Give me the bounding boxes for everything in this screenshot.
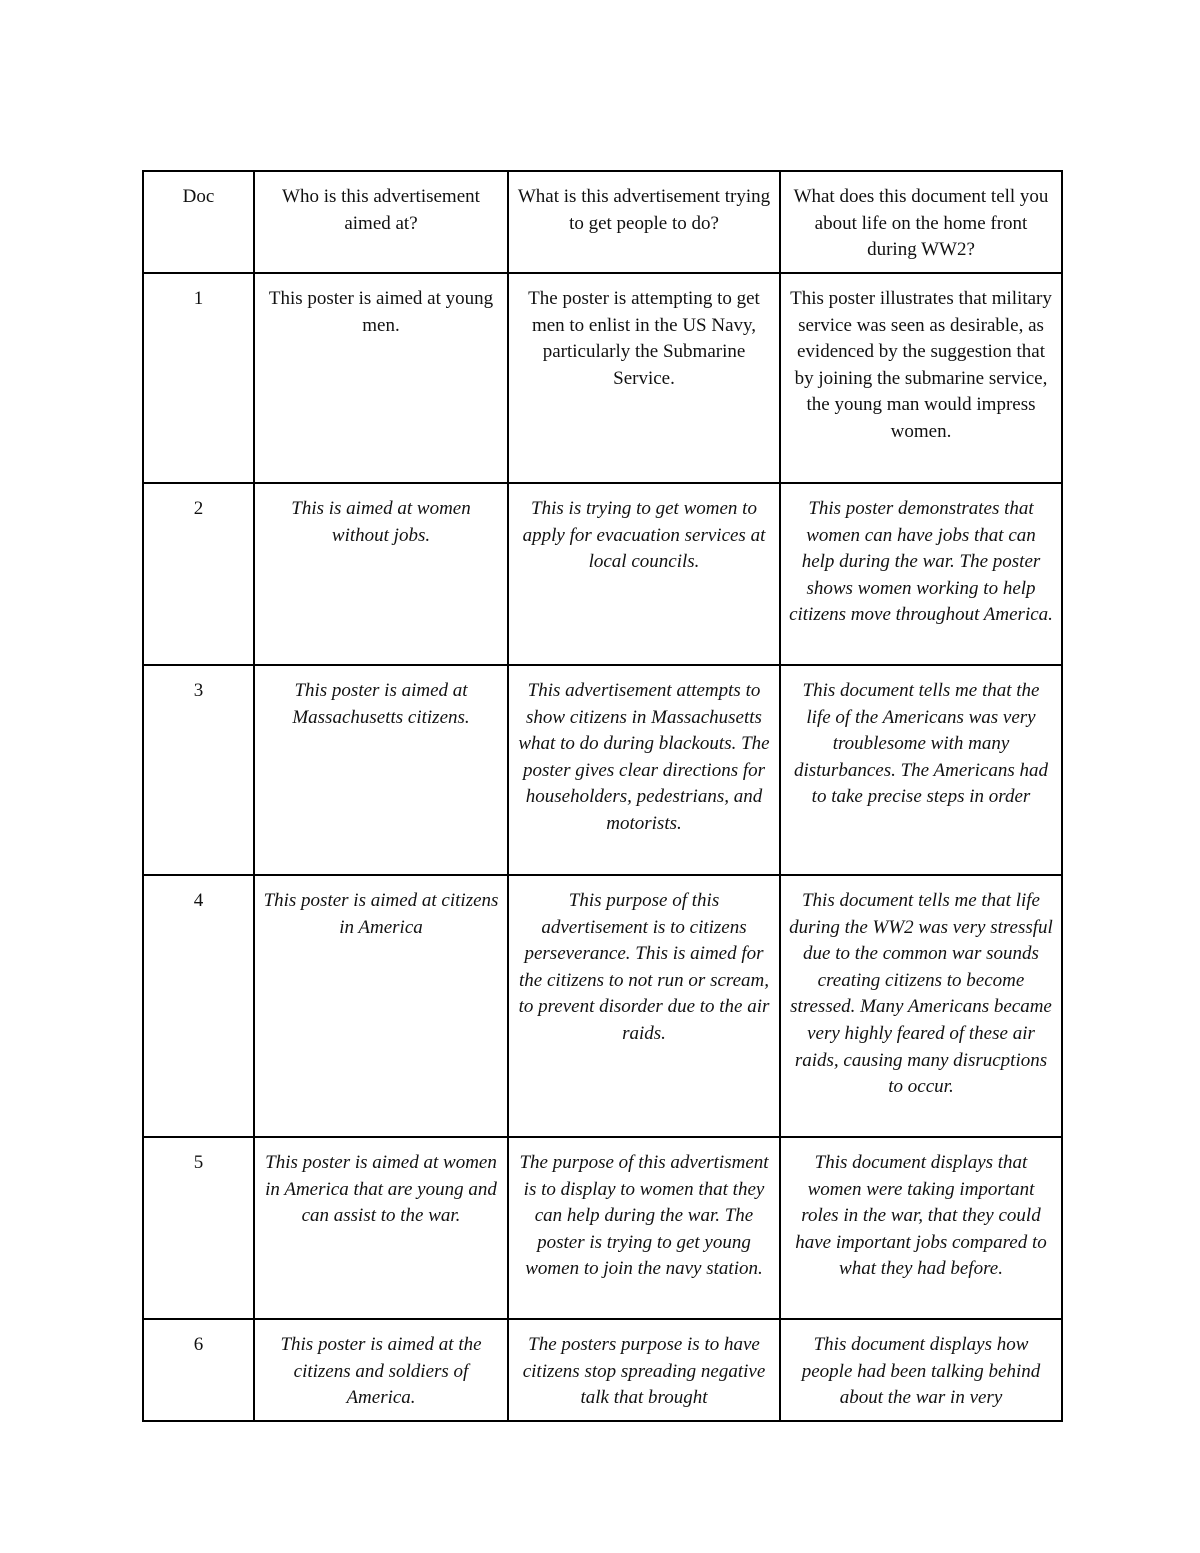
cell-doc-number: 6 — [143, 1319, 254, 1421]
table-row — [143, 665, 1062, 875]
table-row — [143, 1137, 1062, 1319]
cell-audience: This poster is aimed at young men. — [254, 273, 508, 483]
cell-goal: This is trying to get women to apply for evacuation services at local councils. — [508, 483, 780, 665]
cell-insight: This document displays how people had been talking behind about the war in very — [780, 1319, 1062, 1421]
cell-audience: This is aimed at women without jobs. — [254, 483, 508, 665]
header-doc: Doc — [143, 171, 254, 273]
cell-insight: This poster demonstrates that women can have jobs that can help during the war. The poster shows women working to help citizens move throughout America. — [780, 483, 1062, 665]
cell-audience: This poster is aimed at the citizens and soldiers of America. — [254, 1319, 508, 1421]
cell-goal: This advertisement attempts to show citizens in Massachusetts what to do during blackouts. The poster gives clear directions for householders, pedestrians, and motorists. — [508, 665, 780, 875]
table-row — [143, 1319, 1062, 1421]
header-goal: What is this advertisement trying to get people to do? — [508, 171, 780, 273]
worksheet-table — [142, 170, 1063, 1422]
cell-audience: This poster is aimed at women in America that are young and can assist to the war. — [254, 1137, 508, 1319]
cell-audience: This poster is aimed at citizens in America — [254, 875, 508, 1137]
cell-goal: The posters purpose is to have citizens stop spreading negative talk that brought — [508, 1319, 780, 1421]
cell-goal: The poster is attempting to get men to enlist in the US Navy, particularly the Submarine Service. — [508, 273, 780, 483]
table-row — [143, 875, 1062, 1137]
cell-doc-number: 1 — [143, 273, 254, 483]
cell-insight: This document displays that women were taking important roles in the war, that they could have important jobs compared to what they had before. — [780, 1137, 1062, 1319]
table-row — [143, 483, 1062, 665]
cell-audience: This poster is aimed at Massachusetts citizens. — [254, 665, 508, 875]
header-audience: Who is this advertisement aimed at? — [254, 171, 508, 273]
cell-doc-number: 3 — [143, 665, 254, 875]
table-header-row — [143, 171, 1062, 273]
cell-goal: This purpose of this advertisement is to citizens perseverance. This is aimed for the citizens to not run or scream, to prevent disorder due to the air raids. — [508, 875, 780, 1137]
cell-insight: This document tells me that life during the WW2 was very stressful due to the common war sounds creating citizens to become stressed. Many Americans became very highly feared of these air raids, causing many disrucptions to occur. — [780, 875, 1062, 1137]
cell-doc-number: 4 — [143, 875, 254, 1137]
cell-insight: This poster illustrates that military service was seen as desirable, as evidenced by the suggestion that by joining the submarine service, the young man would impress women. — [780, 273, 1062, 483]
header-insight: What does this document tell you about life on the home front during WW2? — [780, 171, 1062, 273]
cell-insight: This document tells me that the life of the Americans was very troublesome with many disturbances. The Americans had to take precise steps in order — [780, 665, 1062, 875]
cell-doc-number: 2 — [143, 483, 254, 665]
cell-doc-number: 5 — [143, 1137, 254, 1319]
cell-goal: The purpose of this advertisment is to display to women that they can help during the war. The poster is trying to get young women to join the navy station. — [508, 1137, 780, 1319]
table-row — [143, 273, 1062, 483]
